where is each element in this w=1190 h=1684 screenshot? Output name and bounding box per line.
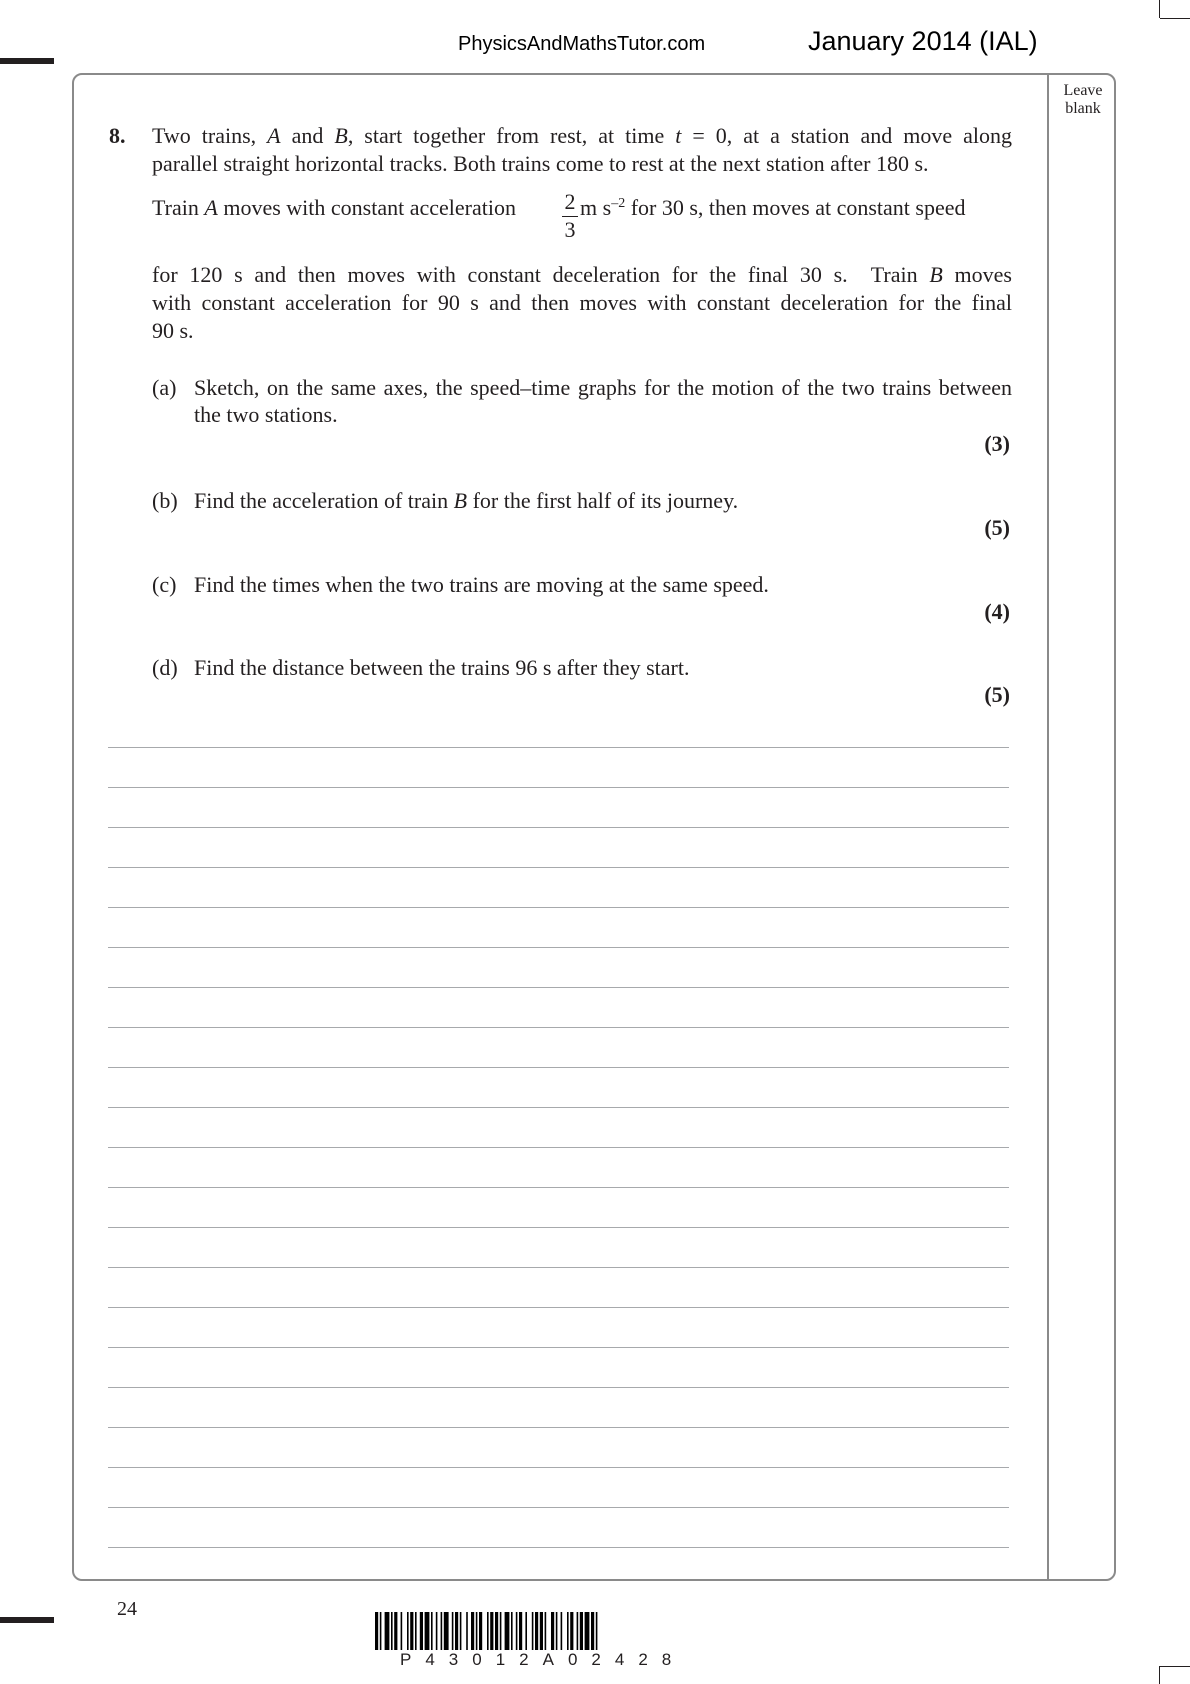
barcode-bar (425, 1612, 430, 1650)
barcode-bar (551, 1612, 554, 1650)
answer-line[interactable] (108, 1307, 1009, 1308)
barcode-bar (420, 1612, 423, 1650)
answer-line[interactable] (108, 1227, 1009, 1228)
barcode-bar (532, 1612, 534, 1650)
barcode-bar (511, 1612, 513, 1650)
page-number: 24 (117, 1598, 137, 1620)
header-site: PhysicsAndMathsTutor.com (458, 33, 706, 55)
barcode-bar (431, 1612, 433, 1650)
barcode-bar (585, 1612, 590, 1650)
barcode-bar (556, 1612, 558, 1650)
barcode-bar (561, 1612, 563, 1650)
trainA-description (152, 195, 1012, 221)
part-c-marks: (4) (984, 599, 1010, 624)
answer-line[interactable] (108, 947, 1009, 948)
crop-mark-right-top-h (1160, 18, 1190, 19)
question-number: 8. (109, 123, 126, 148)
part-a-text: Sketch, on the same axes, the speed–time graphs for the motion of the two trains between the two stations. (194, 375, 1012, 427)
answer-line[interactable] (108, 1467, 1009, 1468)
part-d-marks: (5) (984, 682, 1010, 707)
intro-line-2: parallel straight horizontal tracks. Both trains come to rest at the next station after 180 s. (152, 151, 929, 176)
answer-line[interactable] (108, 1147, 1009, 1148)
part-b-text: Find the acceleration of train B for the first half of its journey. (194, 488, 739, 513)
crop-mark-left-top (0, 58, 54, 64)
answer-line[interactable] (108, 1547, 1009, 1548)
answer-line[interactable] (108, 1107, 1009, 1108)
barcode-bar (436, 1612, 438, 1650)
barcode-bar (455, 1612, 458, 1650)
crop-mark-right-bottom (1159, 1666, 1160, 1684)
part-c-text: Find the times when the two trains are moving at the same speed. (194, 572, 769, 597)
barcode-bar (401, 1612, 403, 1650)
barcode-bar (471, 1612, 474, 1650)
leave-blank-divider (1047, 75, 1049, 1580)
barcode-bar (476, 1612, 478, 1650)
barcode-bar (545, 1612, 547, 1650)
barcode-bar (444, 1612, 449, 1650)
answer-line[interactable] (108, 787, 1009, 788)
intro-line-1: Two trains, A and B, start together from rest, at time t = 0, at a station and move along (152, 123, 1013, 148)
barcode-bar (525, 1612, 527, 1650)
barcode-bar (577, 1612, 579, 1650)
question-continuation (152, 261, 1012, 345)
fraction-denominator: 3 (564, 217, 576, 242)
barcode-text: P43012A02428 (400, 1650, 686, 1669)
barcode-bar (567, 1612, 569, 1650)
trainA-after-fraction: m $s^{-2}$ for 30 s, then moves at constant speed (580, 195, 966, 220)
answer-line[interactable] (108, 1187, 1009, 1188)
barcode-bar (441, 1612, 443, 1650)
barcode-bar (516, 1612, 518, 1650)
barcode-bar (415, 1612, 417, 1650)
part-d-text: Find the distance between the trains 96 s after they start. (194, 655, 690, 680)
acceleration-fraction (561, 190, 579, 242)
barcode-bar (460, 1612, 462, 1650)
answer-line[interactable] (108, 747, 1009, 748)
barcode-bar (490, 1612, 493, 1650)
barcode-bar (519, 1612, 522, 1650)
barcode-bar (375, 1612, 378, 1650)
barcode-bar (391, 1612, 393, 1650)
crop-mark-right-bottom-h (1160, 1666, 1190, 1667)
barcode-bar (591, 1612, 594, 1650)
answer-line[interactable] (108, 1427, 1009, 1428)
barcode-bar (570, 1612, 573, 1650)
part-d-letter: (d) (152, 655, 178, 680)
cont-line-3: 90 s. (152, 318, 194, 343)
barcode-bar (479, 1612, 482, 1650)
header-session: January 2014 (IAL) (808, 26, 1038, 56)
part-b-letter: (b) (152, 488, 178, 513)
answer-line[interactable] (108, 827, 1009, 828)
crop-mark-left-bottom (0, 1617, 54, 1623)
barcode-bar (580, 1612, 583, 1650)
barcode-bar (505, 1612, 510, 1650)
barcode-bar (410, 1612, 413, 1650)
cont-line-1: for 120 s and then moves with constant deceleration for the final 30 s. Train B moves (152, 262, 1012, 287)
answer-line[interactable] (108, 1267, 1009, 1268)
barcode (375, 1612, 825, 1650)
answer-line[interactable] (108, 1067, 1009, 1068)
part-a-letter: (a) (152, 375, 177, 400)
answer-line[interactable] (108, 1027, 1009, 1028)
answer-line[interactable] (108, 1347, 1009, 1348)
barcode-bar (466, 1612, 468, 1650)
answer-line[interactable] (108, 867, 1009, 868)
barcode-bar (407, 1612, 409, 1650)
barcode-bar (500, 1612, 502, 1650)
leave-blank-label: Leave blank (1063, 82, 1103, 117)
trainA-before-fraction: Train A moves with constant acceleration (152, 195, 516, 220)
barcode-bar (535, 1612, 538, 1650)
barcode-bar (487, 1612, 489, 1650)
barcode-bar (596, 1612, 598, 1650)
barcode-bar (452, 1612, 454, 1650)
barcode-bar (380, 1612, 382, 1650)
barcode-bar (540, 1612, 543, 1650)
answer-line[interactable] (108, 987, 1009, 988)
answer-line[interactable] (108, 907, 1009, 908)
answer-line[interactable] (108, 1387, 1009, 1388)
part-b-marks: (5) (984, 515, 1010, 540)
question-intro (152, 122, 1012, 178)
barcode-bar (495, 1612, 498, 1650)
barcode-bar (385, 1612, 390, 1650)
cont-line-2: with constant acceleration for 90 s and then moves with constant deceleration for the final (152, 290, 1012, 315)
fraction-numerator: 2 (564, 189, 576, 214)
part-c-letter: (c) (152, 572, 177, 597)
part-a-marks: (3) (984, 431, 1010, 456)
crop-mark-right-top (1159, 0, 1160, 18)
answer-line[interactable] (108, 1507, 1009, 1508)
barcode-bar (394, 1612, 397, 1650)
